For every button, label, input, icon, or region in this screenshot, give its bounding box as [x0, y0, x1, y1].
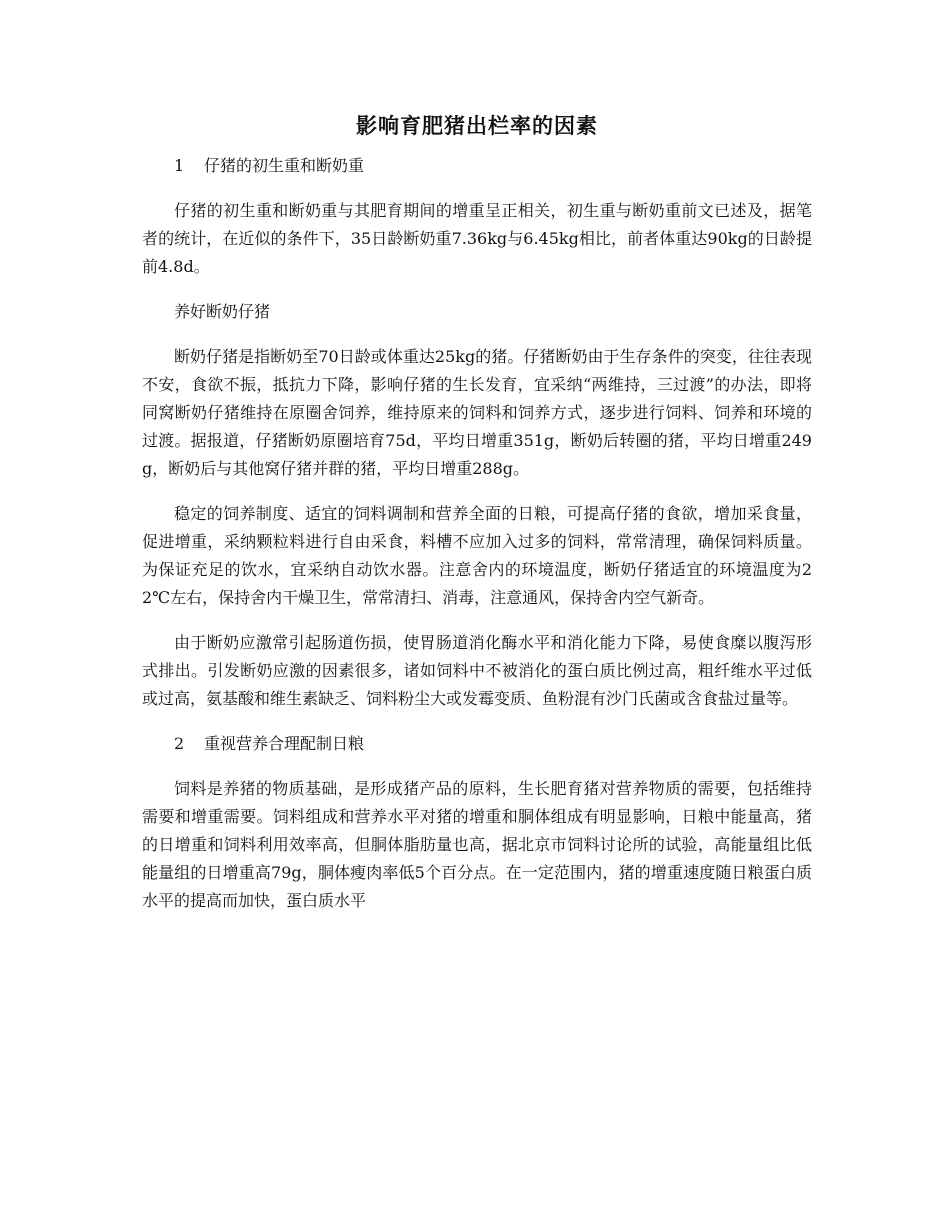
section-heading-1 — [142, 152, 812, 180]
document-page — [142, 106, 812, 932]
section-heading-2 — [142, 730, 812, 758]
section-number: 2 — [174, 734, 185, 753]
paragraph: 仔猪的初生重和断奶重与其肥育期间的增重呈正相关，初生重与断奶重前文已述及，据笔者的统计，在近似的条件下，35日龄断奶重7.36kg与6.45kg相比，前者体重达90kg的日龄提前4.8d。 — [142, 201, 812, 276]
section-number: 1 — [174, 156, 185, 175]
paragraph: 稳定的饲养制度、适宜的饲料调制和营养全面的日粮，可提高仔猪的食欲，增加采食量，促进增重，采纳颗粒料进行自由采食，料槽不应加入过多的饲料，常常清理，确保饲料质量。为保证充足的饮水，宜采纳自动饮水器。注意舍内的环境温度，断奶仔猪适宜的环境温度为22℃左右，保持舍内干燥卫生，常常清扫、消毒，注意通风，保持舍内空气新奇。 — [142, 504, 812, 607]
section-heading-text: 仔猪的初生重和断奶重 — [204, 156, 365, 175]
paragraph: 饲料是养猪的物质基础，是形成猪产品的原料，生长肥育猪对营养物质的需要，包括维持需要和增重需要。饲料组成和营养水平对猪的增重和胴体组成有明显影响，日粮中能量高，猪的日增重和饲料利用效率高，但胴体脂肪量也高，据北京市饲料讨论所的试验，高能量组比低能量组的日增重高79g，胴体瘦肉率低5个百分点。在一定范围内，猪的增重速度随日粮蛋白质水平的提高而加快，蛋白质水平 — [142, 779, 812, 910]
paragraph: 断奶仔猪是指断奶至70日龄或体重达25kg的猪。仔猪断奶由于生存条件的突变，往往表现不安，食欲不振，抵抗力下降，影响仔猪的生长发育，宜采纳“两维持，三过渡”的办法，即将同窝断奶仔猪维持在原圈舍饲养，维持原来的饲料和饲养方式，逐步进行饲料、饲养和环境的过渡。据报道，仔猪断奶原圈培育75d，平均日增重351g，断奶后转圈的猪，平均日增重249g，断奶后与其他窝仔猪并群的猪，平均日增重288g。 — [142, 347, 812, 478]
section-heading-text: 重视营养合理配制日粮 — [204, 734, 365, 753]
paragraph: 由于断奶应激常引起肠道伤损，使胃肠道消化酶水平和消化能力下降，易使食糜以腹泻形式排出。引发断奶应激的因素很多，诸如饲料中不被消化的蛋白质比例过高，粗纤维水平过低或过高，氨基酸和维生素缺乏、饲料粉尘大或发霉变质、鱼粉混有沙门氏菌或含食盐过量等。 — [142, 633, 812, 708]
document-title: 影响育肥猪出栏率的因素 — [356, 113, 598, 138]
subsection-heading: 养好断奶仔猪 — [174, 302, 271, 321]
